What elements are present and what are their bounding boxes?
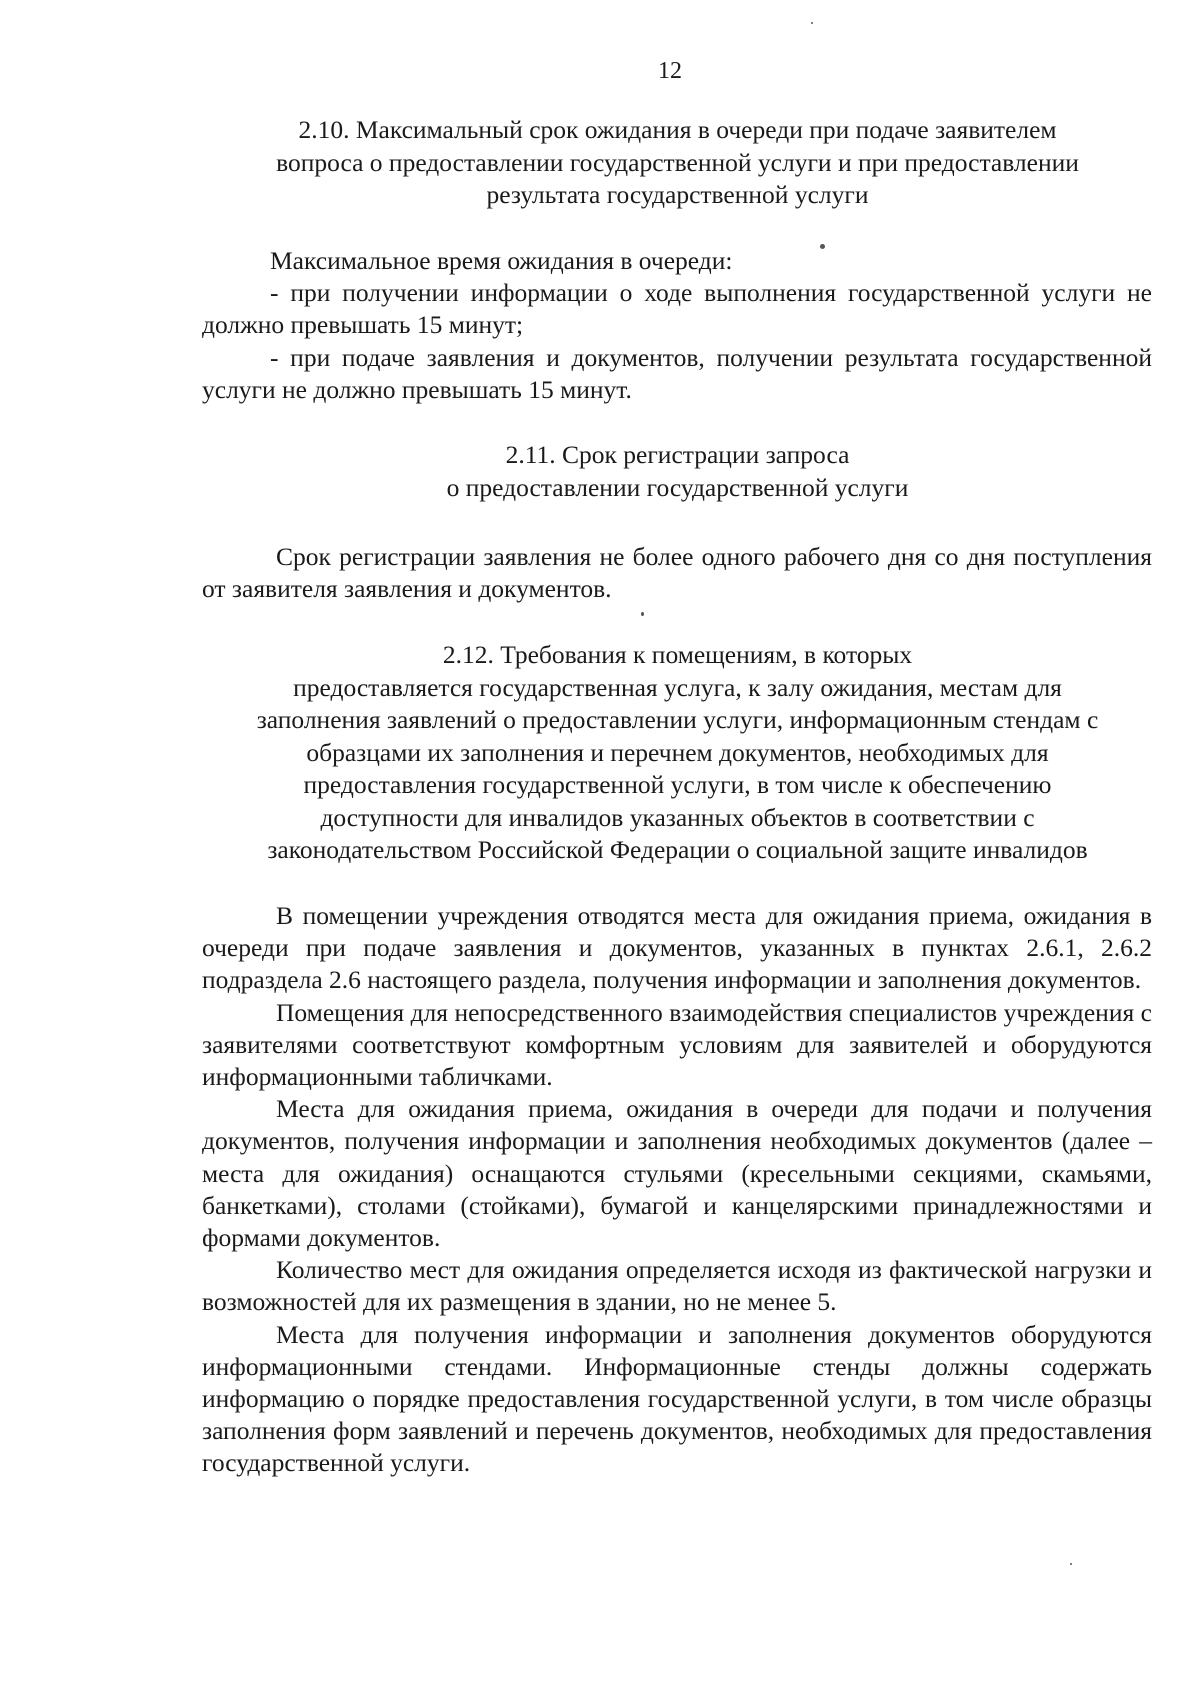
heading-line: 2.10. Максимальный срок ожидания в очереди при подаче заявителем [298,115,1057,144]
section-2-11-body [202,541,1152,605]
paragraph: Места для ожидания приема, ожидания в очереди для подачи и получения документов, получения информации и заполнения необходимых документов (далее – места для ожидания) оснащаются стульями (кресельными секциями, скамьями, банкетками), столами (стойками), бумагой и канцелярскими принадлежностями и формами документов. [202,1094,1152,1253]
heading-line: вопроса о предоставлении государственной услуги и при предоставлении [276,147,1079,177]
heading-line: предоставляется государственная услуга, к залу ожидания, местам для [293,672,1062,702]
section-2-12-heading [200,639,1155,867]
waiting-time-intro: Максимальное время ожидания в очереди: [270,246,733,275]
paragraph: Количество мест для ожидания определяется исходя из фактической нагрузки и возможностей для их размещения в здании, но не менее 5. [202,1255,1152,1317]
paragraph: Помещения для непосредственного взаимодействия специалистов учреждения с заявителями соответствуют комфортным условиям для заявителей и оборудуются информационными табличками. [202,997,1152,1092]
heading-line: заполнения заявлений о предоставлении услуги, информационным стендам с [256,705,1099,734]
scan-speck [641,612,644,616]
scan-speck [1070,1563,1072,1565]
registration-paragraph: Срок регистрации заявления не более одного рабочего дня со дня поступления от заявителя заявления и документов. [202,542,1152,604]
scan-speck [820,244,825,249]
paragraph: В помещении учреждения отводятся места для ожидания приема, ожидания в очереди при подаче заявления и документов, указанных в пунктах 2.6.1, 2.6.2 подраздела 2.6 настоящего раздела, получения информации и заполнения документов. [202,901,1152,995]
section-2-12-body [202,900,1152,1480]
heading-line: 2.11. Срок регистрации запроса [505,440,850,469]
heading-line: доступности для инвалидов указанных объектов в соответствии с [320,802,1035,832]
page-number: 12 [658,58,682,84]
heading-line: 2.12. Требования к помещениям, в которых [442,640,913,669]
list-item: - при получении информации о ходе выполнения государственной услуги не должно превышать 15 минут; [202,278,1152,340]
section-2-10-heading [200,114,1155,212]
heading-line: образцами их заполнения и перечнем документов, необходимых для [306,737,1049,767]
heading-line: о предоставлении государственной услуги [446,472,909,502]
heading-line: законодательством Российской Федерации о социальной защите инвалидов [267,835,1088,864]
paragraph: Места для получения информации и заполнения документов оборудуются информационными стендами. Информационные стенды должны содержать информацию о порядке предоставления государственной услуги, в том числе образцы заполнения форм заявлений и перечень документов, необходимых для предоставления государственной услуги. [202,1319,1152,1478]
section-2-11-heading [200,439,1155,504]
heading-line: результата государственной услуги [486,180,869,209]
list-item: - при подаче заявления и документов, получении результата государственной услуги не должно превышать 15 минут. [202,342,1152,404]
heading-line: предоставления государственной услуги, в том числе к обеспечению [303,770,1052,799]
scan-speck [811,22,813,24]
section-2-10-body [202,245,1152,406]
